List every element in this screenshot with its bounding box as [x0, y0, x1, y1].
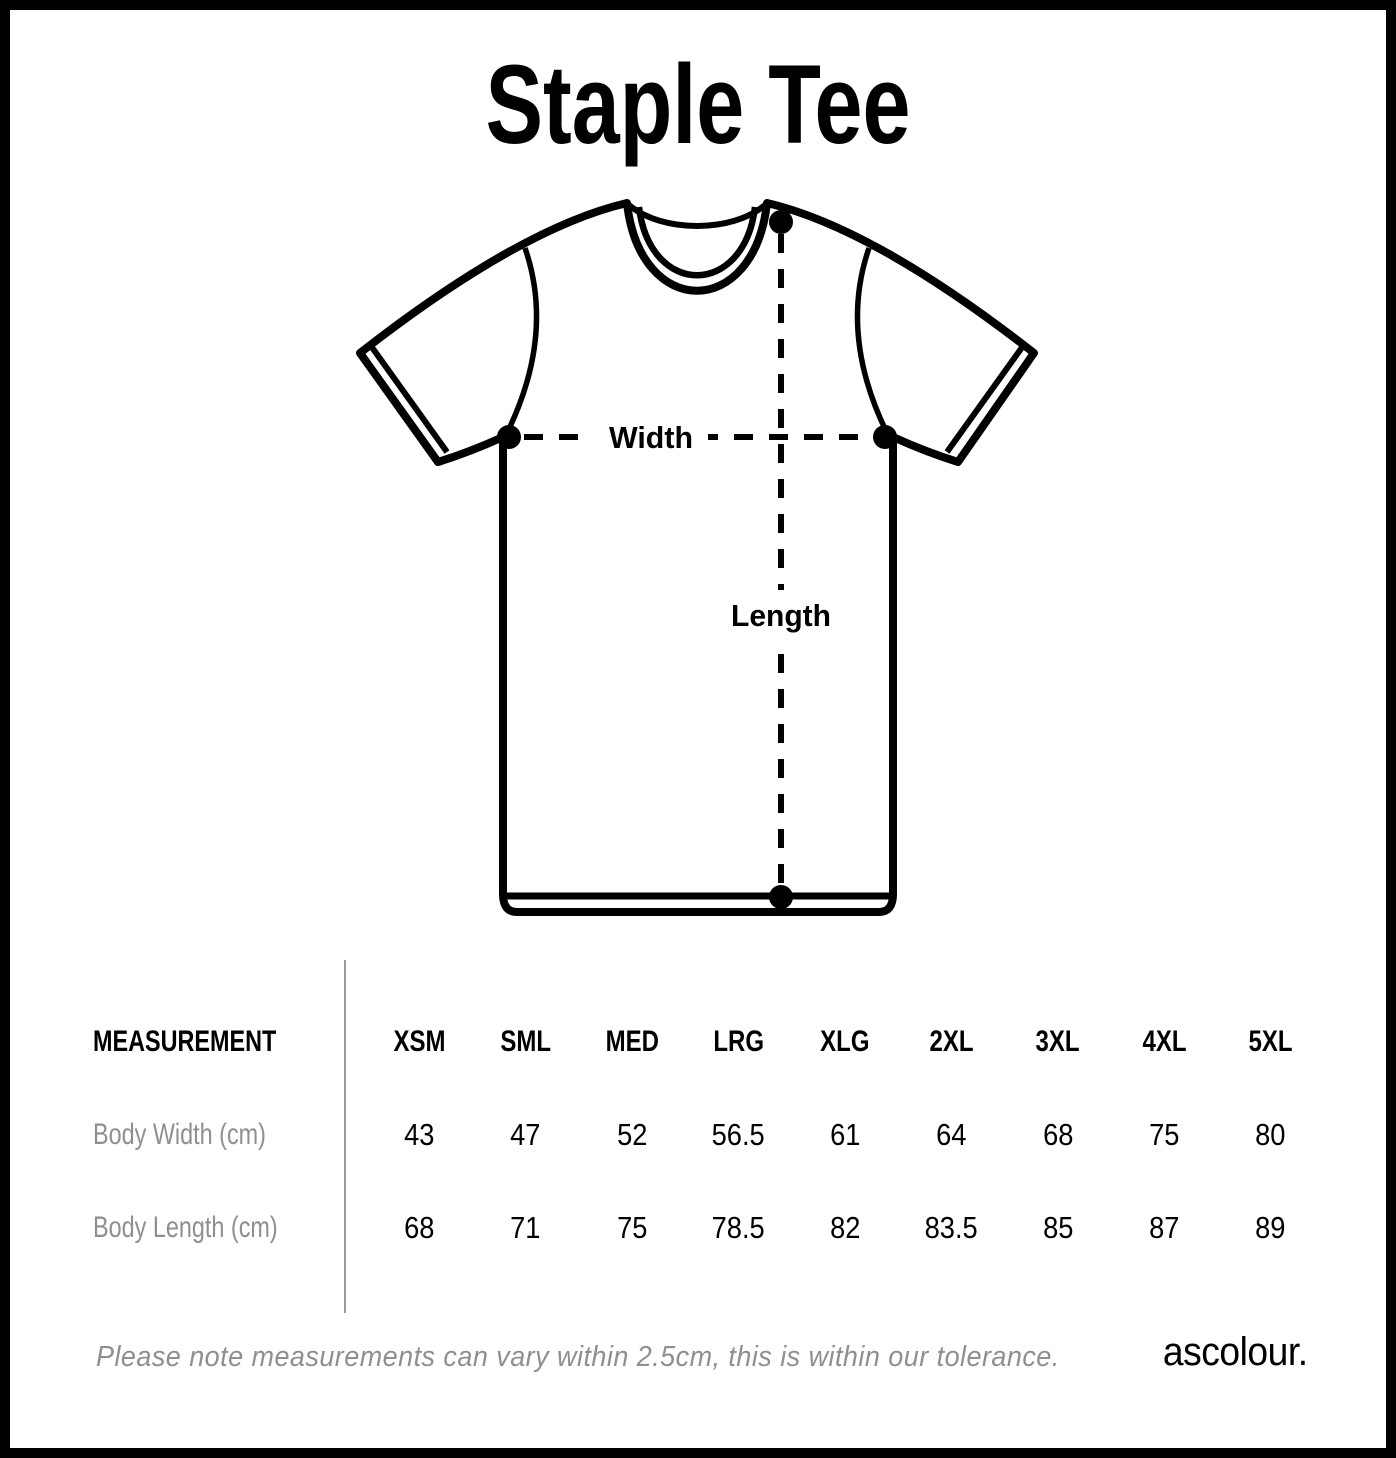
size-header-cell: SML [500, 1025, 551, 1058]
value-cell: 71 [510, 1210, 541, 1245]
width-label: Width [609, 420, 693, 455]
value-cell: 75 [1149, 1117, 1180, 1152]
value-cell: 83.5 [924, 1210, 978, 1245]
page-title [0, 38, 1396, 172]
tshirt-diagram-svg [340, 185, 1060, 925]
hem-point-dot [769, 885, 793, 909]
length-label: Length [731, 598, 831, 633]
size-header-cell: 3XL [1035, 1025, 1080, 1058]
size-header-cell: XLG [820, 1025, 870, 1058]
brand-logo: ascolour. [1163, 1330, 1308, 1374]
size-header-cell: MED [605, 1025, 659, 1058]
value-cell: 80 [1255, 1117, 1286, 1152]
row-label-cell: Body Width (cm) [93, 1118, 266, 1151]
value-cell: 56.5 [711, 1117, 766, 1152]
left-underarm-dot [497, 425, 521, 449]
value-cell: 68 [404, 1210, 435, 1245]
size-header-cell: 5XL [1248, 1025, 1293, 1058]
body-length-row [0, 1206, 1324, 1250]
value-cell: 43 [404, 1117, 435, 1152]
tshirt-outline [360, 203, 1034, 912]
size-header-cell: 2XL [929, 1025, 974, 1058]
tolerance-note: Please note measurements can vary within 2.5cm, this is within our tolerance. [96, 1341, 1060, 1373]
right-underarm-dot [873, 425, 897, 449]
body-width-row [0, 1113, 1324, 1157]
value-cell: 89 [1255, 1210, 1286, 1245]
value-cell: 75 [616, 1210, 648, 1245]
size-header-cell: 4XL [1142, 1025, 1187, 1058]
shoulder-point-dot [769, 210, 793, 234]
value-cell: 68 [1042, 1117, 1074, 1152]
value-cell: 52 [616, 1117, 648, 1152]
value-cell: 47 [510, 1117, 541, 1152]
value-cell: 87 [1149, 1210, 1180, 1245]
tshirt-diagram [340, 185, 1060, 925]
table-header-row [0, 1020, 1324, 1064]
measurement-header-cell: MEASUREMENT [93, 1025, 277, 1058]
value-cell: 78.5 [711, 1210, 766, 1245]
value-cell: 85 [1042, 1210, 1074, 1245]
value-cell: 82 [829, 1210, 861, 1245]
page-title-text: Staple Tee [485, 42, 911, 167]
size-header-cell: XSM [393, 1025, 446, 1058]
size-header-cell: LRG [713, 1025, 764, 1058]
value-cell: 64 [936, 1117, 967, 1152]
collar-back-line [629, 205, 765, 226]
row-label-cell: Body Length (cm) [93, 1211, 278, 1244]
value-cell: 61 [829, 1117, 861, 1152]
